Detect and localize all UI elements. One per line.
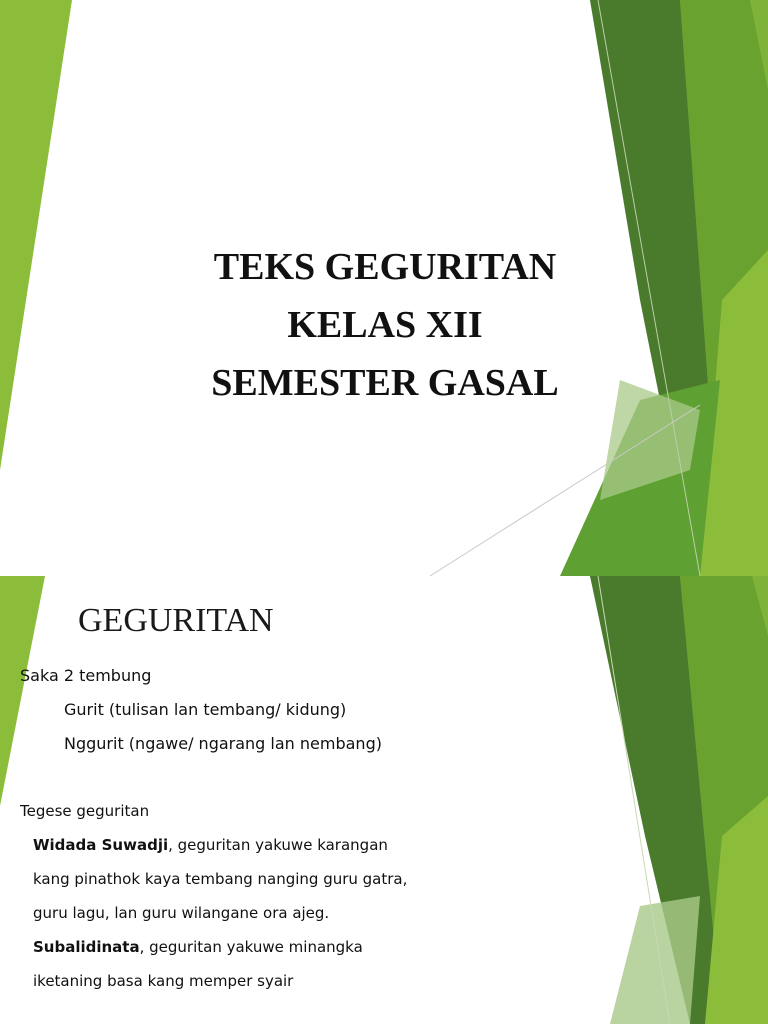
title-line-1: TEKS GEGURITAN xyxy=(213,246,557,288)
guru-line: guru lagu, lan guru wilangane ora ajeg. xyxy=(33,904,330,922)
kang-line: kang pinathok kaya tembang nanging guru gatra, xyxy=(33,870,408,888)
slide-heading: GEGURITAN xyxy=(78,602,274,639)
nggurit-line: Nggurit (ngawe/ ngarang lan nembang) xyxy=(64,734,382,753)
pale-facet xyxy=(610,896,700,1024)
iket-line: iketaning basa kang memper syair xyxy=(33,972,294,990)
subali-rest: , geguritan yakuwe minangka xyxy=(139,938,363,956)
subali-line xyxy=(33,938,363,956)
content-slide xyxy=(0,576,768,1024)
widada-name: Widada Suwadji xyxy=(33,836,169,854)
title-line-2: KELAS XII xyxy=(287,304,483,346)
saka-line: Saka 2 tembung xyxy=(20,666,152,685)
widada-line xyxy=(33,836,388,854)
left-green-wedge xyxy=(0,0,72,470)
gurit-line: Gurit (tulisan lan tembang/ kidung) xyxy=(64,700,347,719)
subali-name: Subalidinata xyxy=(33,938,140,956)
decorative-shapes xyxy=(0,576,768,1024)
title-line-3: SEMESTER GASAL xyxy=(211,362,559,404)
widada-rest: , geguritan yakuwe karangan xyxy=(168,836,388,854)
tegese-line: Tegese geguritan xyxy=(20,802,150,820)
slide-title xyxy=(150,238,620,412)
left-green-wedge xyxy=(0,576,45,806)
